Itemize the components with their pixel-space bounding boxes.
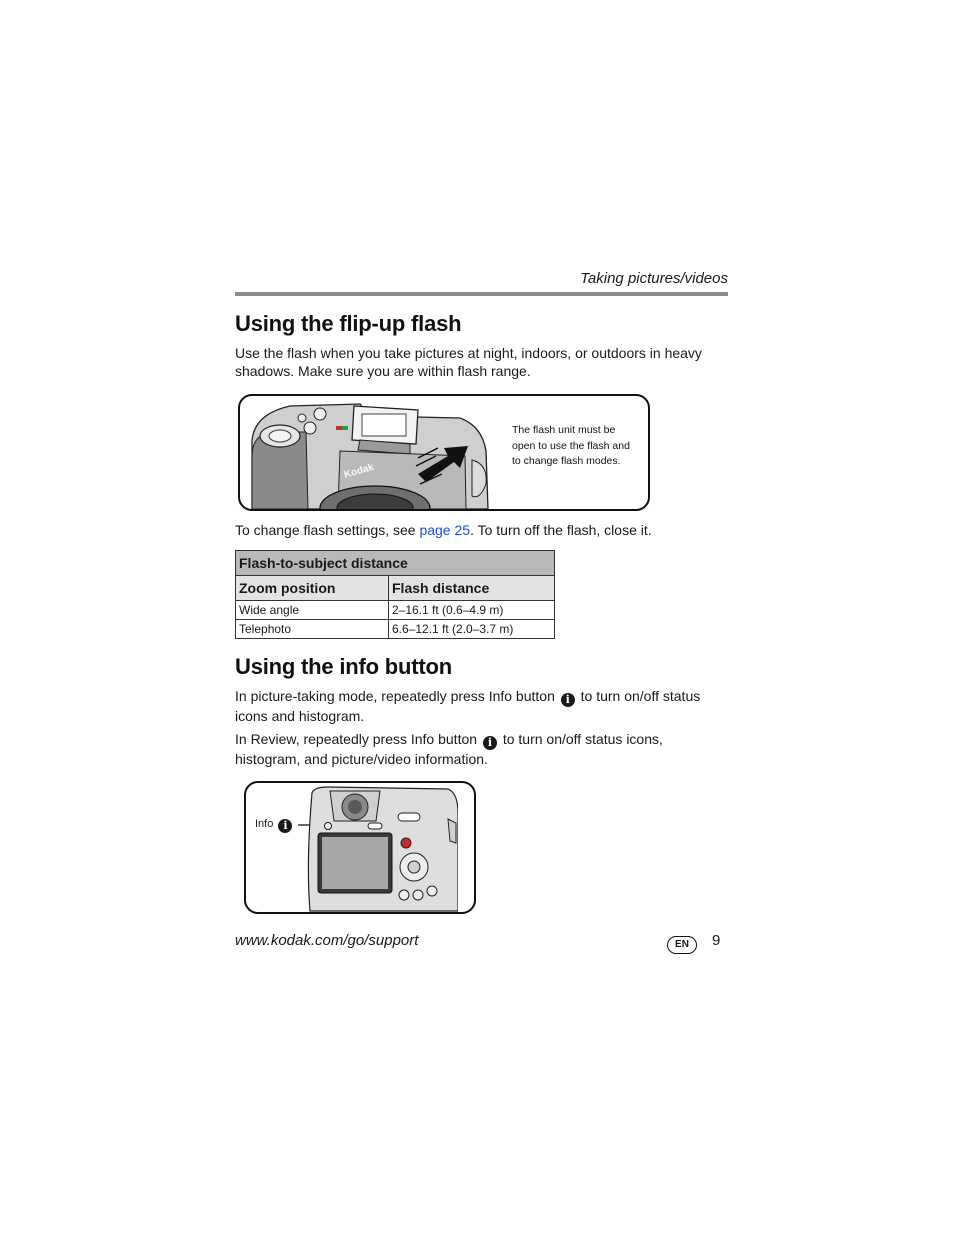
info-figure-label <box>255 818 294 833</box>
running-head: Taking pictures/videos <box>580 270 728 287</box>
info-label-text: Info <box>255 818 274 830</box>
info-icon: i <box>561 693 575 707</box>
page-number: 9 <box>712 932 721 949</box>
flash-settings-text-before: To change flash settings, see <box>235 522 420 538</box>
info-icon: i <box>483 736 497 750</box>
table-title: Flash-to-subject distance <box>236 551 555 576</box>
cell-zoom: Wide angle <box>236 601 389 620</box>
column-header-distance: Flash distance <box>389 576 555 601</box>
flash-distance-table <box>235 550 555 639</box>
info-p1-before: In picture-taking mode, repeatedly press Info button <box>235 688 555 704</box>
info-p1-after: to turn on/off status icons and histogram. <box>235 688 701 724</box>
section-title-flash: Using the flip-up flash <box>235 311 462 336</box>
section-title-info: Using the info button <box>235 654 452 679</box>
language-badge: EN <box>667 936 697 954</box>
camera-back-illustration <box>298 783 458 912</box>
info-paragraph-1 <box>235 687 730 725</box>
info-p2-after: to turn on/off status icons, histogram, and picture/video information. <box>235 731 663 767</box>
info-icon: i <box>278 819 292 833</box>
cell-zoom: Telephoto <box>236 620 389 639</box>
flash-intro-paragraph: Use the flash when you take pictures at night, indoors, or outdoors in heavy shadows. Make sure you are within flash range. <box>235 345 702 379</box>
page-25-link[interactable]: page 25 <box>419 522 471 538</box>
footer-url[interactable]: www.kodak.com/go/support <box>235 932 419 949</box>
header-rule <box>235 292 728 296</box>
flash-figure <box>238 394 650 511</box>
flash-figure-caption: The flash unit must be open to use the flash and to change flash modes. <box>512 424 630 467</box>
cell-distance: 2–16.1 ft (0.6–4.9 m) <box>389 601 555 620</box>
info-button-figure <box>244 781 476 914</box>
flash-settings-paragraph <box>235 521 730 539</box>
table-row <box>236 601 555 620</box>
info-paragraph-2 <box>235 730 730 768</box>
camera-flash-illustration <box>250 396 512 509</box>
table-row <box>236 620 555 639</box>
info-p2-before: In Review, repeatedly press Info button <box>235 731 478 747</box>
column-header-zoom: Zoom position <box>236 576 389 601</box>
flash-settings-text-after: . To turn off the flash, close it. <box>470 522 652 538</box>
kodak-logo: Kodak <box>342 461 376 481</box>
cell-distance: 6.6–12.1 ft (2.0–3.7 m) <box>389 620 555 639</box>
